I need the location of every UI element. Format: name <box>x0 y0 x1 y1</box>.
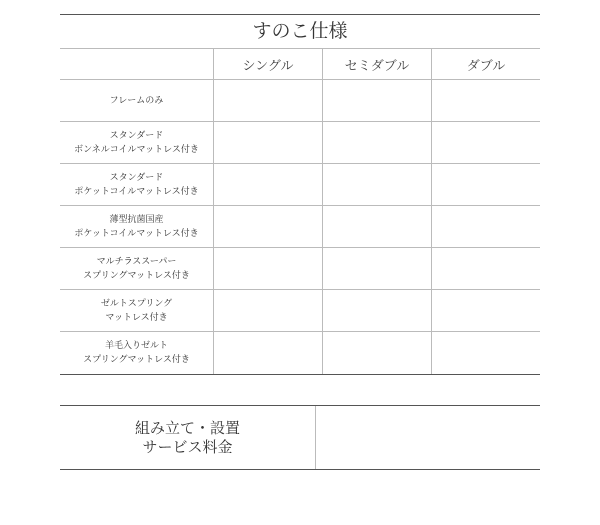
table-cell <box>213 164 322 206</box>
assembly-service-label: 組み立て・設置 サービス料金 <box>134 418 240 456</box>
table-cell <box>322 332 431 374</box>
row-label: スタンダード ボンネルコイルマットレス付き <box>60 122 213 164</box>
column-header-double: ダブル <box>431 49 540 80</box>
table-cell <box>213 290 322 332</box>
table-cell <box>431 290 540 332</box>
spec-table <box>60 14 540 375</box>
table-cell <box>431 122 540 164</box>
spec-table-title: すのこ仕様 <box>60 15 540 49</box>
table-cell <box>322 206 431 248</box>
assembly-service-table <box>60 405 540 470</box>
row-label: 羊毛入りゼルト スプリングマットレス付き <box>83 341 190 365</box>
row-label: マルチラススーパー スプリングマットレス付き <box>60 248 213 290</box>
row-label: フレームのみ <box>60 80 213 122</box>
table-cell <box>431 164 540 206</box>
spec-grid <box>60 49 540 374</box>
table-cell <box>213 80 322 122</box>
header-corner-cell <box>60 49 213 80</box>
table-cell <box>213 332 322 374</box>
row-label: スタンダード ポケットコイルマットレス付き <box>60 164 213 206</box>
row-label: ゼルトスプリング マットレス付き <box>60 290 213 332</box>
table-cell <box>431 206 540 248</box>
table-cell <box>431 248 540 290</box>
column-header-semi-double: セミダブル <box>322 49 431 80</box>
table-cell <box>213 122 322 164</box>
table-cell <box>431 332 540 374</box>
assembly-service-value <box>315 406 540 469</box>
table-cell <box>322 290 431 332</box>
table-cell <box>322 122 431 164</box>
table-cell <box>431 80 540 122</box>
table-cell <box>322 164 431 206</box>
table-cell <box>213 248 322 290</box>
column-header-single: シングル <box>213 49 322 80</box>
table-cell <box>322 80 431 122</box>
table-cell <box>213 206 322 248</box>
table-cell <box>322 248 431 290</box>
row-label: 薄型抗菌国産 ポケットコイルマットレス付き <box>60 206 213 248</box>
